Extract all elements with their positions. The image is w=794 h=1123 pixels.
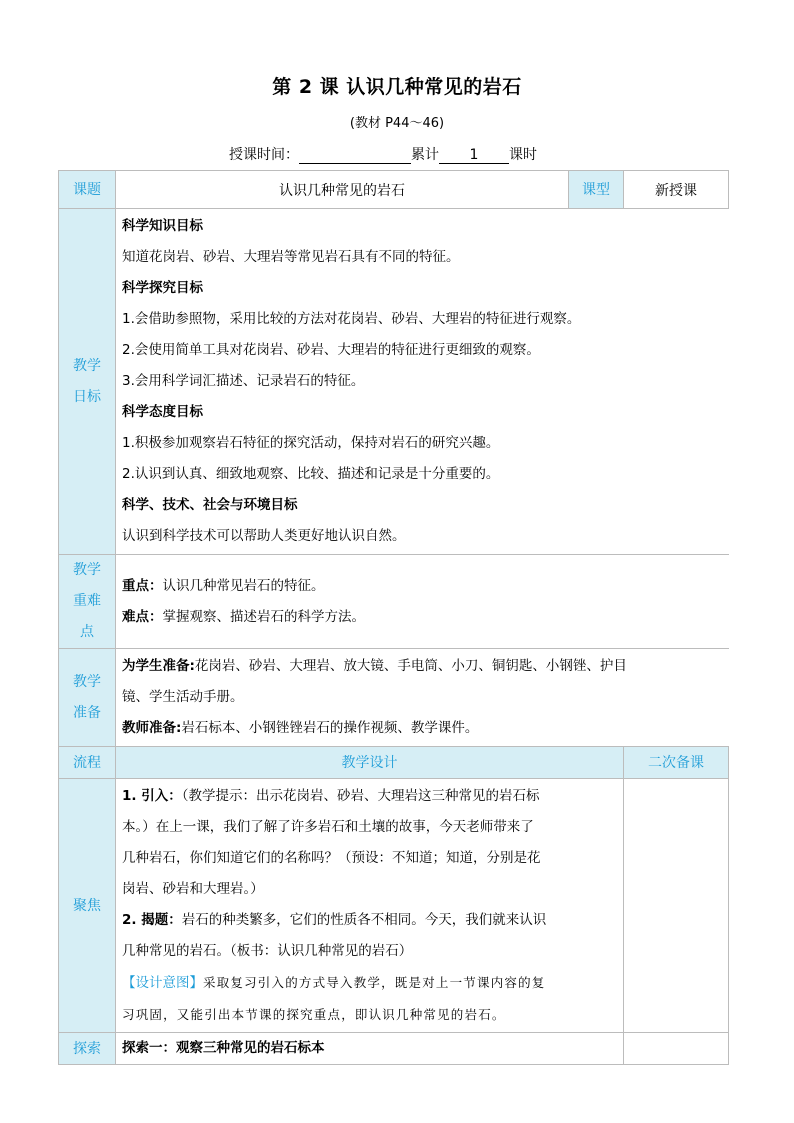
key-points-row	[59, 555, 729, 649]
explore-heading: 探索一：观察三种常见的岩石标本	[122, 1040, 325, 1056]
page-title: 第 2 课 认识几种常见的岩石	[272, 76, 522, 98]
attitude-item: 1.积极参加观察岩石特征的探究活动，保持对岩石的研究兴趣。	[122, 435, 500, 451]
intro-line-2: 本。）在上一课，我们了解了许多岩石和土壤的故事，今天老师带来了	[122, 819, 534, 835]
intro-line-4: 岗岩、砂岩和大理岩。）	[122, 881, 264, 897]
focus-secondary-notes	[624, 779, 729, 1033]
unit-label: 课时	[509, 147, 537, 163]
topic-label: 课题	[59, 171, 116, 209]
topic-line-1: 2. 揭题：岩石的种类繁多，它们的性质各不相同。今天，我们就来认识	[122, 912, 547, 928]
key-points-content	[116, 555, 729, 649]
flow-header-row	[59, 747, 729, 779]
society-text: 认识到科学技术可以帮助人类更好地认识自然。	[122, 528, 406, 544]
inquiry-item: 2.会使用简单工具对花岗岩、砂岩、大理岩的特征进行更细致的观察。	[122, 342, 540, 358]
preparation-label: 教学 准备	[59, 649, 116, 747]
intro-line-1: 1. 引入：（教学提示：出示花岗岩、砂岩、大理岩这三种常见的岩石标	[122, 788, 540, 804]
objectives-row	[59, 209, 729, 555]
student-prep-line: 为学生准备:花岗岩、砂岩、大理岩、放大镜、手电筒、小刀、铜钥匙、小钢锉、护目	[122, 658, 627, 674]
intro-line-3: 几种岩石，你们知道它们的名称吗？（预设：不知道；知道，分别是花	[122, 850, 541, 866]
focus-content	[116, 779, 624, 1033]
preparation-row	[59, 649, 729, 747]
inquiry-item: 1.会借助参照物，采用比较的方法对花岗岩、砂岩、大理岩的特征进行观察。	[122, 311, 581, 327]
explore-secondary-notes	[624, 1033, 729, 1065]
secondary-header: 二次备课	[624, 747, 729, 779]
inquiry-heading: 科学探究目标	[122, 280, 203, 296]
design-intent-line-1: 【设计意图】采取复习引入的方式导入教学，既是对上一节课内容的复	[122, 975, 546, 991]
student-prep-line-2: 镜、学生活动手册。	[122, 689, 244, 705]
lesson-plan-table	[58, 170, 729, 1065]
explore-label: 探索	[59, 1033, 116, 1065]
time-blank	[299, 147, 411, 164]
schedule-line	[229, 144, 537, 164]
textbook-pages: (教材 P44～46)	[349, 116, 445, 131]
explore-content	[116, 1033, 624, 1065]
inquiry-item: 3.会用科学词汇描述、记录岩石的特征。	[122, 373, 365, 389]
knowledge-text: 知道花岗岩、砂岩、大理岩等常见岩石具有不同的特征。	[122, 249, 460, 265]
objectives-content	[116, 209, 729, 555]
knowledge-heading: 科学知识目标	[122, 218, 203, 234]
topic-line-2: 几种常见的岩石。（板书：认识几种常见的岩石）	[122, 943, 413, 959]
total-value: 1	[439, 147, 509, 164]
attitude-heading: 科学态度目标	[122, 404, 203, 420]
focus-row	[59, 779, 729, 1033]
type-label: 课型	[569, 171, 624, 209]
design-intent-line-2: 习巩固，又能引出本节课的探究重点，即认识几种常见的岩石。	[122, 1007, 506, 1022]
explore-row	[59, 1033, 729, 1065]
key-points-label: 教学 重难 点	[59, 555, 116, 649]
time-label: 授课时间：	[229, 147, 299, 163]
focus-label: 聚焦	[59, 779, 116, 1033]
objectives-label: 教学 日标	[59, 209, 116, 555]
topic-value: 认识几种常见的岩石	[116, 171, 569, 209]
type-value: 新授课	[624, 171, 729, 209]
topic-row	[59, 171, 729, 209]
preparation-content	[116, 649, 729, 747]
process-header: 流程	[59, 747, 116, 779]
total-label: 累计	[411, 147, 439, 163]
key-point-line: 重点：认识几种常见岩石的特征。	[122, 577, 325, 594]
society-heading: 科学、技术、社会与环境目标	[122, 497, 298, 513]
teacher-prep-line: 教师准备:岩石标本、小钢锉锉岩石的操作视频、教学课件。	[122, 720, 479, 736]
difficult-point-line: 难点：掌握观察、描述岩石的科学方法。	[122, 608, 365, 625]
design-header: 教学设计	[116, 747, 624, 779]
attitude-item: 2.认识到认真、细致地观察、比较、描述和记录是十分重要的。	[122, 466, 500, 482]
